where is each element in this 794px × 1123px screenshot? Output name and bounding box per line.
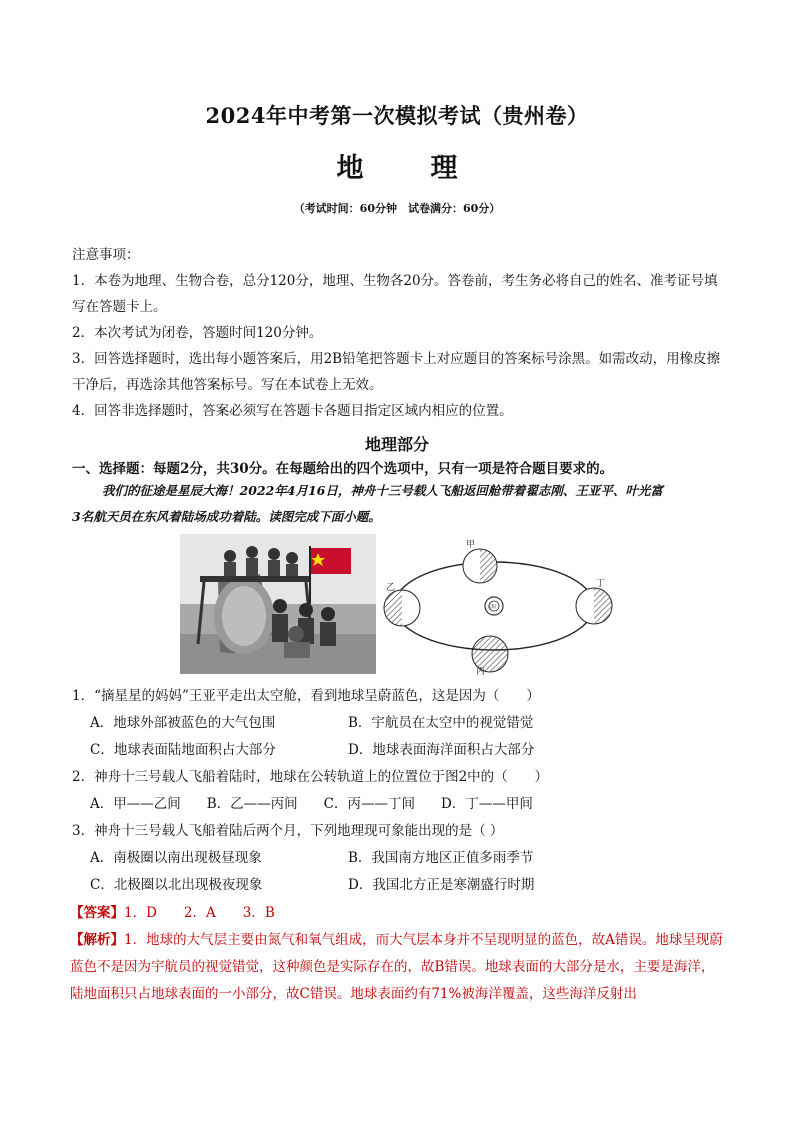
question-2-options (72, 791, 732, 818)
option: D．我国北方正是寒潮盛行时期 (348, 877, 535, 893)
analysis-block (70, 927, 724, 1008)
label-bing: 丙 (476, 667, 486, 676)
question-3-options-row2 (72, 872, 732, 899)
questions-block (72, 683, 732, 899)
option: C．丙——丁间 (323, 796, 416, 812)
notes-block (72, 242, 722, 424)
option: A．地球外部被蓝色的大气包围 (90, 715, 276, 731)
orbit-diagram (382, 536, 618, 676)
question-3-options-row1 (72, 845, 732, 872)
question-3-stem: 3．神舟十三号载人飞船着陆后两个月，下列地理现可象能出现的是（ ） (72, 823, 504, 839)
option: D．地球表面海洋面积占大部分 (348, 742, 535, 758)
answer-label: 【答案】 (70, 905, 124, 921)
question-1-stem: 1．“摘星星的妈妈”王亚平走出太空舱，看到地球呈蔚蓝色，这是因为（ ） (72, 688, 540, 704)
analysis-label: 【解析】 (70, 932, 124, 948)
note-item: 1．本卷为地理、生物合卷，总分120分，地理、生物各20分。答卷前，考生务必将自己的姓名、准考证号填写在答题卡上。 (72, 273, 718, 315)
landing-photo-image (180, 534, 376, 674)
label-jia: 甲 (466, 540, 476, 550)
option: B．我国南方地区正值多雨季节 (348, 850, 534, 866)
option: B．乙——丙间 (206, 796, 298, 812)
question-1-options-row1 (72, 710, 732, 737)
section-title: 地理部分 (364, 435, 429, 454)
landing-photo (180, 534, 376, 674)
note-item: 2．本次考试为闭卷，答题时间120分钟。 (72, 325, 323, 341)
intro-line: 3名航天员在东风着陆场成功着陆。读图完成下面小题。 (72, 509, 381, 524)
question-intro (72, 478, 722, 530)
option: D．丁——甲间 (441, 796, 533, 812)
option: A．甲——乙间 (90, 796, 181, 812)
question-2-stem: 2．神舟十三号载人飞船着陆时，地球在公转轨道上的位置位于图2中的（ ） (72, 769, 549, 785)
note-item: 3．回答选择题时，选出每小题答案后，用2B铅笔把答题卡上对应题目的答案标号涂黑。如需改动，用橡皮擦干净后，再选涂其他答案标号。写在本试卷上无效。 (72, 351, 721, 393)
exam-title: 2024年中考第一次模拟考试（贵州卷） (205, 103, 589, 128)
time-info: （考试时间：60分钟 试卷满分：60分） (293, 202, 501, 215)
part-instructions: 一、选择题：每题2分，共30分。在每题给出的四个选项中，只有一项是符合题目要求的。 (72, 461, 614, 477)
orbit-diagram-svg (382, 536, 618, 676)
note-item: 4．回答非选择题时，答案必须写在答题卡各题目指定区域内相应的位置。 (72, 403, 513, 419)
option: A．南极圈以南出现极昼现象 (90, 850, 262, 866)
intro-line: 我们的征途是星辰大海！2022年4月16日，神舟十三号载人飞船返回舱带着翟志刚、王亚平、叶光富 (102, 483, 663, 498)
label-yi: 乙 (386, 583, 396, 593)
answer-text: 1．D 2．A 3．B (124, 905, 275, 921)
answer-line (70, 900, 730, 927)
label-sun: 太阳 (487, 605, 496, 610)
option: C．地球表面陆地面积占大部分 (90, 742, 276, 758)
earth-jia (463, 549, 497, 583)
earth-ding (576, 588, 612, 624)
earth-yi (384, 590, 420, 626)
question-1-options-row2 (72, 737, 732, 764)
notes-heading: 注意事项： (72, 247, 140, 263)
analysis-text: 1．地球的大气层主要由氮气和氧气组成，而大气层本身并不呈现明显的蓝色，故A错误。地球呈现蔚蓝色不是因为宇航员的视觉错觉，这种颜色是实际存在的，故B错误。地球表面的大部分是水，主要是海洋，陆地面积只占地球表面的一小部分，故C错误。地球表面约有71%被海洋覆盖，这些海洋反射出 (70, 932, 723, 1002)
option: B．宇航员在太空中的视觉错觉 (348, 715, 534, 731)
label-ding: 丁 (596, 579, 606, 589)
option: C．北极圈以北出现极夜现象 (90, 877, 263, 893)
subject-title: 地 理 (336, 153, 478, 184)
